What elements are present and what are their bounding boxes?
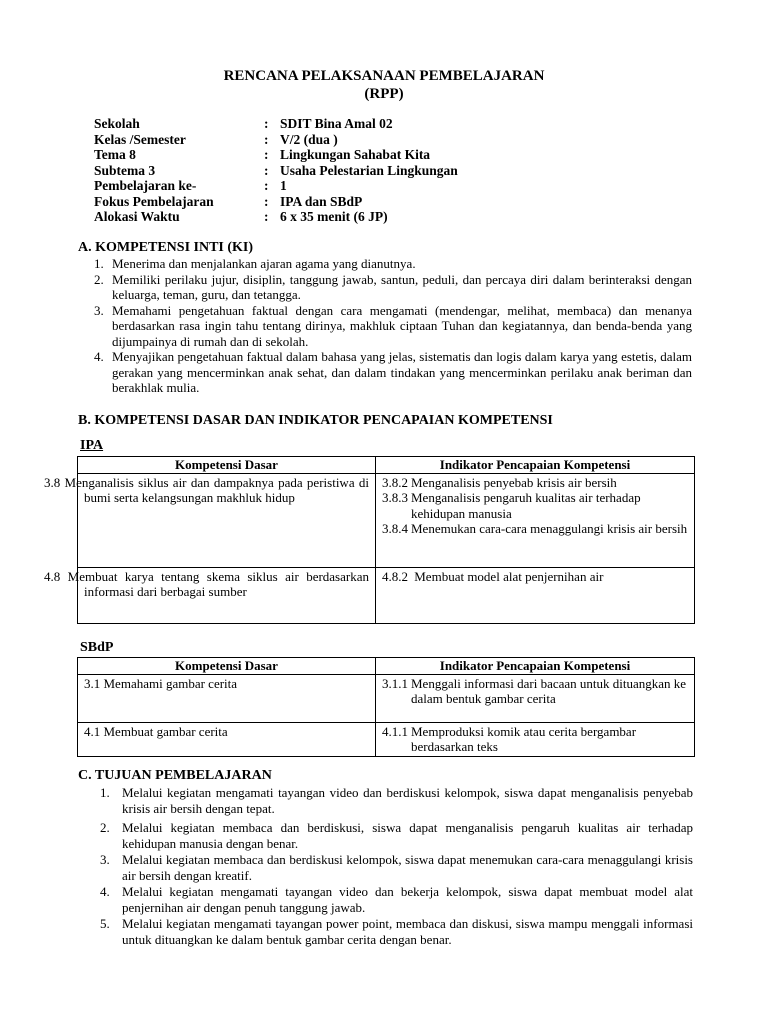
ki-list xyxy=(94,256,692,396)
table-header-row xyxy=(78,457,695,474)
kd-cell: 3.1 Memahami gambar cerita xyxy=(78,674,376,722)
ipa-table xyxy=(44,456,695,624)
ipk-cell: 3.1.1 Menggali informasi dari bacaan untuk dituangkan ke dalam bentuk gambar cerita xyxy=(376,674,695,722)
list-item: 3. Memahami pengetahuan faktual dengan cara mengamati (mendengar, melihat, membaca) dan menanya berdasarkan rasa ingin tahu tentang dirinya, makhluk ciptaan Tuhan dan kegiatannya, dan benda-benda yang dijumpainya di rumah dan di sekolah. xyxy=(94,302,692,349)
identity-block xyxy=(94,116,458,225)
info-row-fokus: Fokus Pembelajaran : IPA dan SBdP xyxy=(94,193,363,209)
info-row-sekolah: Sekolah : SDIT Bina Amal 02 xyxy=(94,116,393,131)
ipa-label: IPA xyxy=(80,438,104,453)
header-kd: Kompetensi Dasar xyxy=(78,457,376,474)
section-b-heading: B. KOMPETENSI DASAR DAN INDIKATOR PENCAPAIAN KOMPETENSI xyxy=(78,413,553,428)
tujuan-list xyxy=(100,785,693,948)
info-row-subtema: Subtema 3 : Usaha Pelestarian Lingkungan xyxy=(94,162,458,178)
info-row-alokasi: Alokasi Waktu : 6 x 35 menit (6 JP) xyxy=(94,209,388,224)
ipk-cell: 4.1.1 Memproduksi komik atau cerita bergambar berdasarkan teks xyxy=(376,722,695,756)
table-header-row xyxy=(78,658,695,675)
list-item: 3. Melalui kegiatan membaca dan berdiskusi kelompok, siswa dapat menemukan cara-cara menaggulangi krisis air bersih dengan kreatif. xyxy=(100,852,693,883)
list-item: 1. Melalui kegiatan mengamati tayangan video dan berdiskusi kelompok, siswa dapat menganalisis penyebab krisis air bersih dengan tepat. xyxy=(100,785,693,816)
list-item: 4. Menyajikan pengetahuan faktual dalam bahasa yang jelas, sistematis dan logis dalam karya yang estetis, dalam gerakan yang mencerminkan anak sehat, dan dalam tindakan yang mencerminkan perilaku anak beriman dan berakhlak mulia. xyxy=(94,349,692,395)
section-a-heading: A. KOMPETENSI INTI (KI) xyxy=(78,240,254,255)
table-row xyxy=(78,674,695,722)
list-item: 2. Melalui kegiatan membaca dan berdiskusi, siswa dapat menganalisis pengaruh kualitas air terhadap kehidupan manusia dengan benar. xyxy=(100,820,693,851)
section-c-heading: C. TUJUAN PEMBELAJARAN xyxy=(78,768,272,783)
ipk-cell: 4.8.2 Membuat model alat penjernihan air xyxy=(376,567,695,623)
header-ipk: Indikator Pencapaian Kompetensi xyxy=(376,658,695,675)
sbdp-table xyxy=(77,657,695,757)
header-ipk: Indikator Pencapaian Kompetensi xyxy=(376,457,695,474)
table-row xyxy=(78,722,695,756)
info-row-kelas: Kelas /Semester : V/2 (dua ) xyxy=(94,131,338,147)
kd-cell: 4.8 Membuat karya tentang skema siklus air berdasarkan informasi dari berbagai sumber xyxy=(78,567,376,623)
document-title: RENCANA PELAKSANAAN PEMBELAJARAN xyxy=(223,68,545,84)
info-row-tema: Tema 8 : Lingkungan Sahabat Kita xyxy=(94,147,431,162)
header-kd: Kompetensi Dasar xyxy=(78,658,376,675)
info-row-pembelajaran: Pembelajaran ke- : 1 xyxy=(94,178,287,193)
table-row xyxy=(78,473,695,567)
table-row xyxy=(78,567,695,623)
document-subtitle: (RPP) xyxy=(364,86,404,102)
list-item: 4. Melalui kegiatan mengamati tayangan video dan bekerja kelompok, siswa dapat membuat model alat penjernihan air dengan penuh tanggung jawab. xyxy=(100,884,693,915)
kd-cell: 4.1 Membuat gambar cerita xyxy=(78,722,376,756)
sbdp-label: SBdP xyxy=(80,640,114,655)
list-item: 1. Menerima dan menjalankan ajaran agama yang dianutnya. xyxy=(94,256,416,271)
ipk-cell: 3.8.2 Menganalisis penyebab krisis air bersih 3.8.3 Menganalisis pengaruh kualitas air terhadap kehidupan manusia 3.8.4 Menemukan cara-cara menaggulangi krisis air bersih xyxy=(376,473,695,567)
kd-cell: 3.8 Menganalisis siklus air dan dampaknya pada peristiwa di bumi serta kelangsungan makhluk hidup xyxy=(78,473,376,567)
list-item: 2. Memiliki perilaku jujur, disiplin, tanggung jawab, santun, peduli, dan percaya diri dalam berinteraksi dengan keluarga, teman, guru, dan tetangga. xyxy=(94,271,692,302)
list-item: 5. Melalui kegiatan mengamati tayangan power point, membaca dan diskusi, siswa mampu menggali informasi untuk dituangkan ke dalam bentuk gambar cerita dengan benar. xyxy=(100,916,693,947)
